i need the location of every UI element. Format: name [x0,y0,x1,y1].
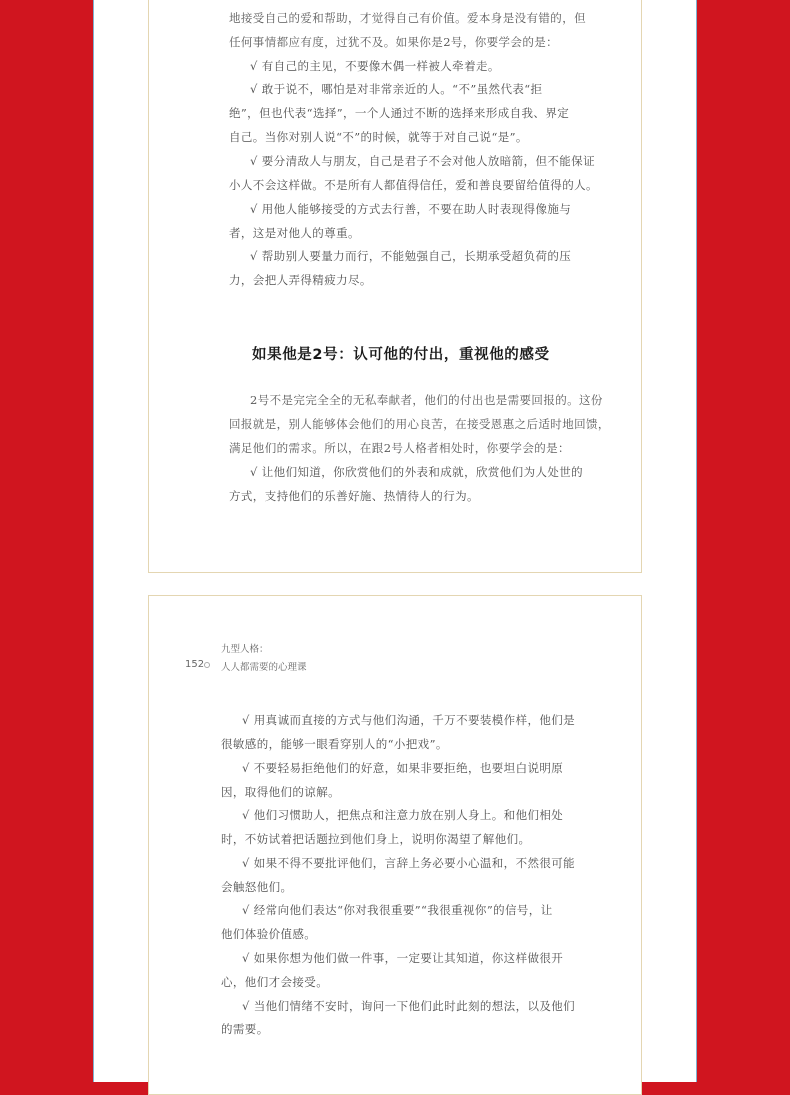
bullet-line: 自己。当你对别人说“不”的时候，就等于对自己说“是”。 [229,130,528,144]
bullet-line: 他们体验价值感。 [221,927,317,941]
bullet-line: √ 他们习惯助人，把焦点和注意力放在别人身上。和他们相处 [242,808,564,822]
bullet-line: √ 不要轻易拒绝他们的好意，如果非要拒绝，也要坦白说明原 [242,761,564,775]
bullet-line: 的需要。 [221,1022,269,1036]
page-number-ornament [204,662,210,668]
bullet-line: 者，这是对他人的尊重。 [229,226,360,240]
bullet-line: √ 要分清敌人与朋友，自己是君子不会对他人放暗箭，但不能保证 [250,154,595,168]
bullet-line: √ 如果你想为他们做一件事，一定要让其知道，你这样做很开 [242,951,564,965]
paragraph-line: 任何事情都应有度，过犹不及。如果你是2号，你要学会的是： [229,35,559,49]
bullet-line: √ 如果不得不要批评他们，言辞上务必要小心温和，不然很可能 [242,856,576,870]
page-number: 152 [185,659,205,670]
bullet-line: √ 让他们知道，你欣赏他们的外表和成就，欣赏他们为人处世的 [250,465,584,479]
bullet-line: √ 帮助别人要量力而行，不能勉强自己，长期承受超负荷的压 [250,249,572,263]
bullet-line: 力，会把人弄得精疲力尽。 [229,273,372,287]
bullet-line: 绝”，但也代表“选择”，一个人通过不断的选择来形成自我、界定 [229,106,570,120]
running-header-title: 九型人格： [221,644,269,655]
bullet-line: 很敏感的，能够一眼看穿别人的“小把戏”。 [221,737,448,751]
paragraph-line: 满足他们的需求。所以，在跟2号人格者相处时，你要学会的是： [229,441,570,455]
paragraph-line: 2号不是完完全全的无私奉献者，他们的付出也是需要回报的。这份 [250,393,603,407]
bullet-line: 时，不妨试着把话题拉到他们身上，说明你渴望了解他们。 [221,832,531,846]
bullet-line: 方式，支持他们的乐善好施、热情待人的行为。 [229,489,479,503]
bullet-line: √ 经常向他们表达“你对我很重要”“我很重视你”的信号，让 [242,903,553,917]
bullet-line: 心，他们才会接受。 [221,975,329,989]
paragraph-line: 地接受自己的爱和帮助，才觉得自己有价值。爱本身是没有错的，但 [229,11,586,25]
bullet-line: √ 敢于说不，哪怕是对非常亲近的人。“不”虽然代表“拒 [250,82,543,96]
bullet-line: √ 用他人能够接受的方式去行善，不要在助人时表现得像施与 [250,202,572,216]
bullet-line: 会触怒他们。 [221,880,293,894]
bullet-line: √ 当他们情绪不安时，询问一下他们此时此刻的想法，以及他们 [242,999,576,1013]
paragraph-line: 回报就是，别人能够体会他们的用心良苦，在接受恩惠之后适时地回馈， [229,417,610,431]
bullet-line: 因，取得他们的谅解。 [221,785,340,799]
running-header-subtitle: 人人都需要的心理课 [221,662,307,673]
bullet-line: √ 有自己的主见，不要像木偶一样被人牵着走。 [250,59,500,73]
bullet-line: √ 用真诚而直接的方式与他们沟通，千万不要装模作样，他们是 [242,713,576,727]
bullet-line: 小人不会这样做。不是所有人都值得信任，爱和善良要留给值得的人。 [229,178,598,192]
section-heading: 如果他是2号：认可他的付出，重视他的感受 [252,347,550,363]
